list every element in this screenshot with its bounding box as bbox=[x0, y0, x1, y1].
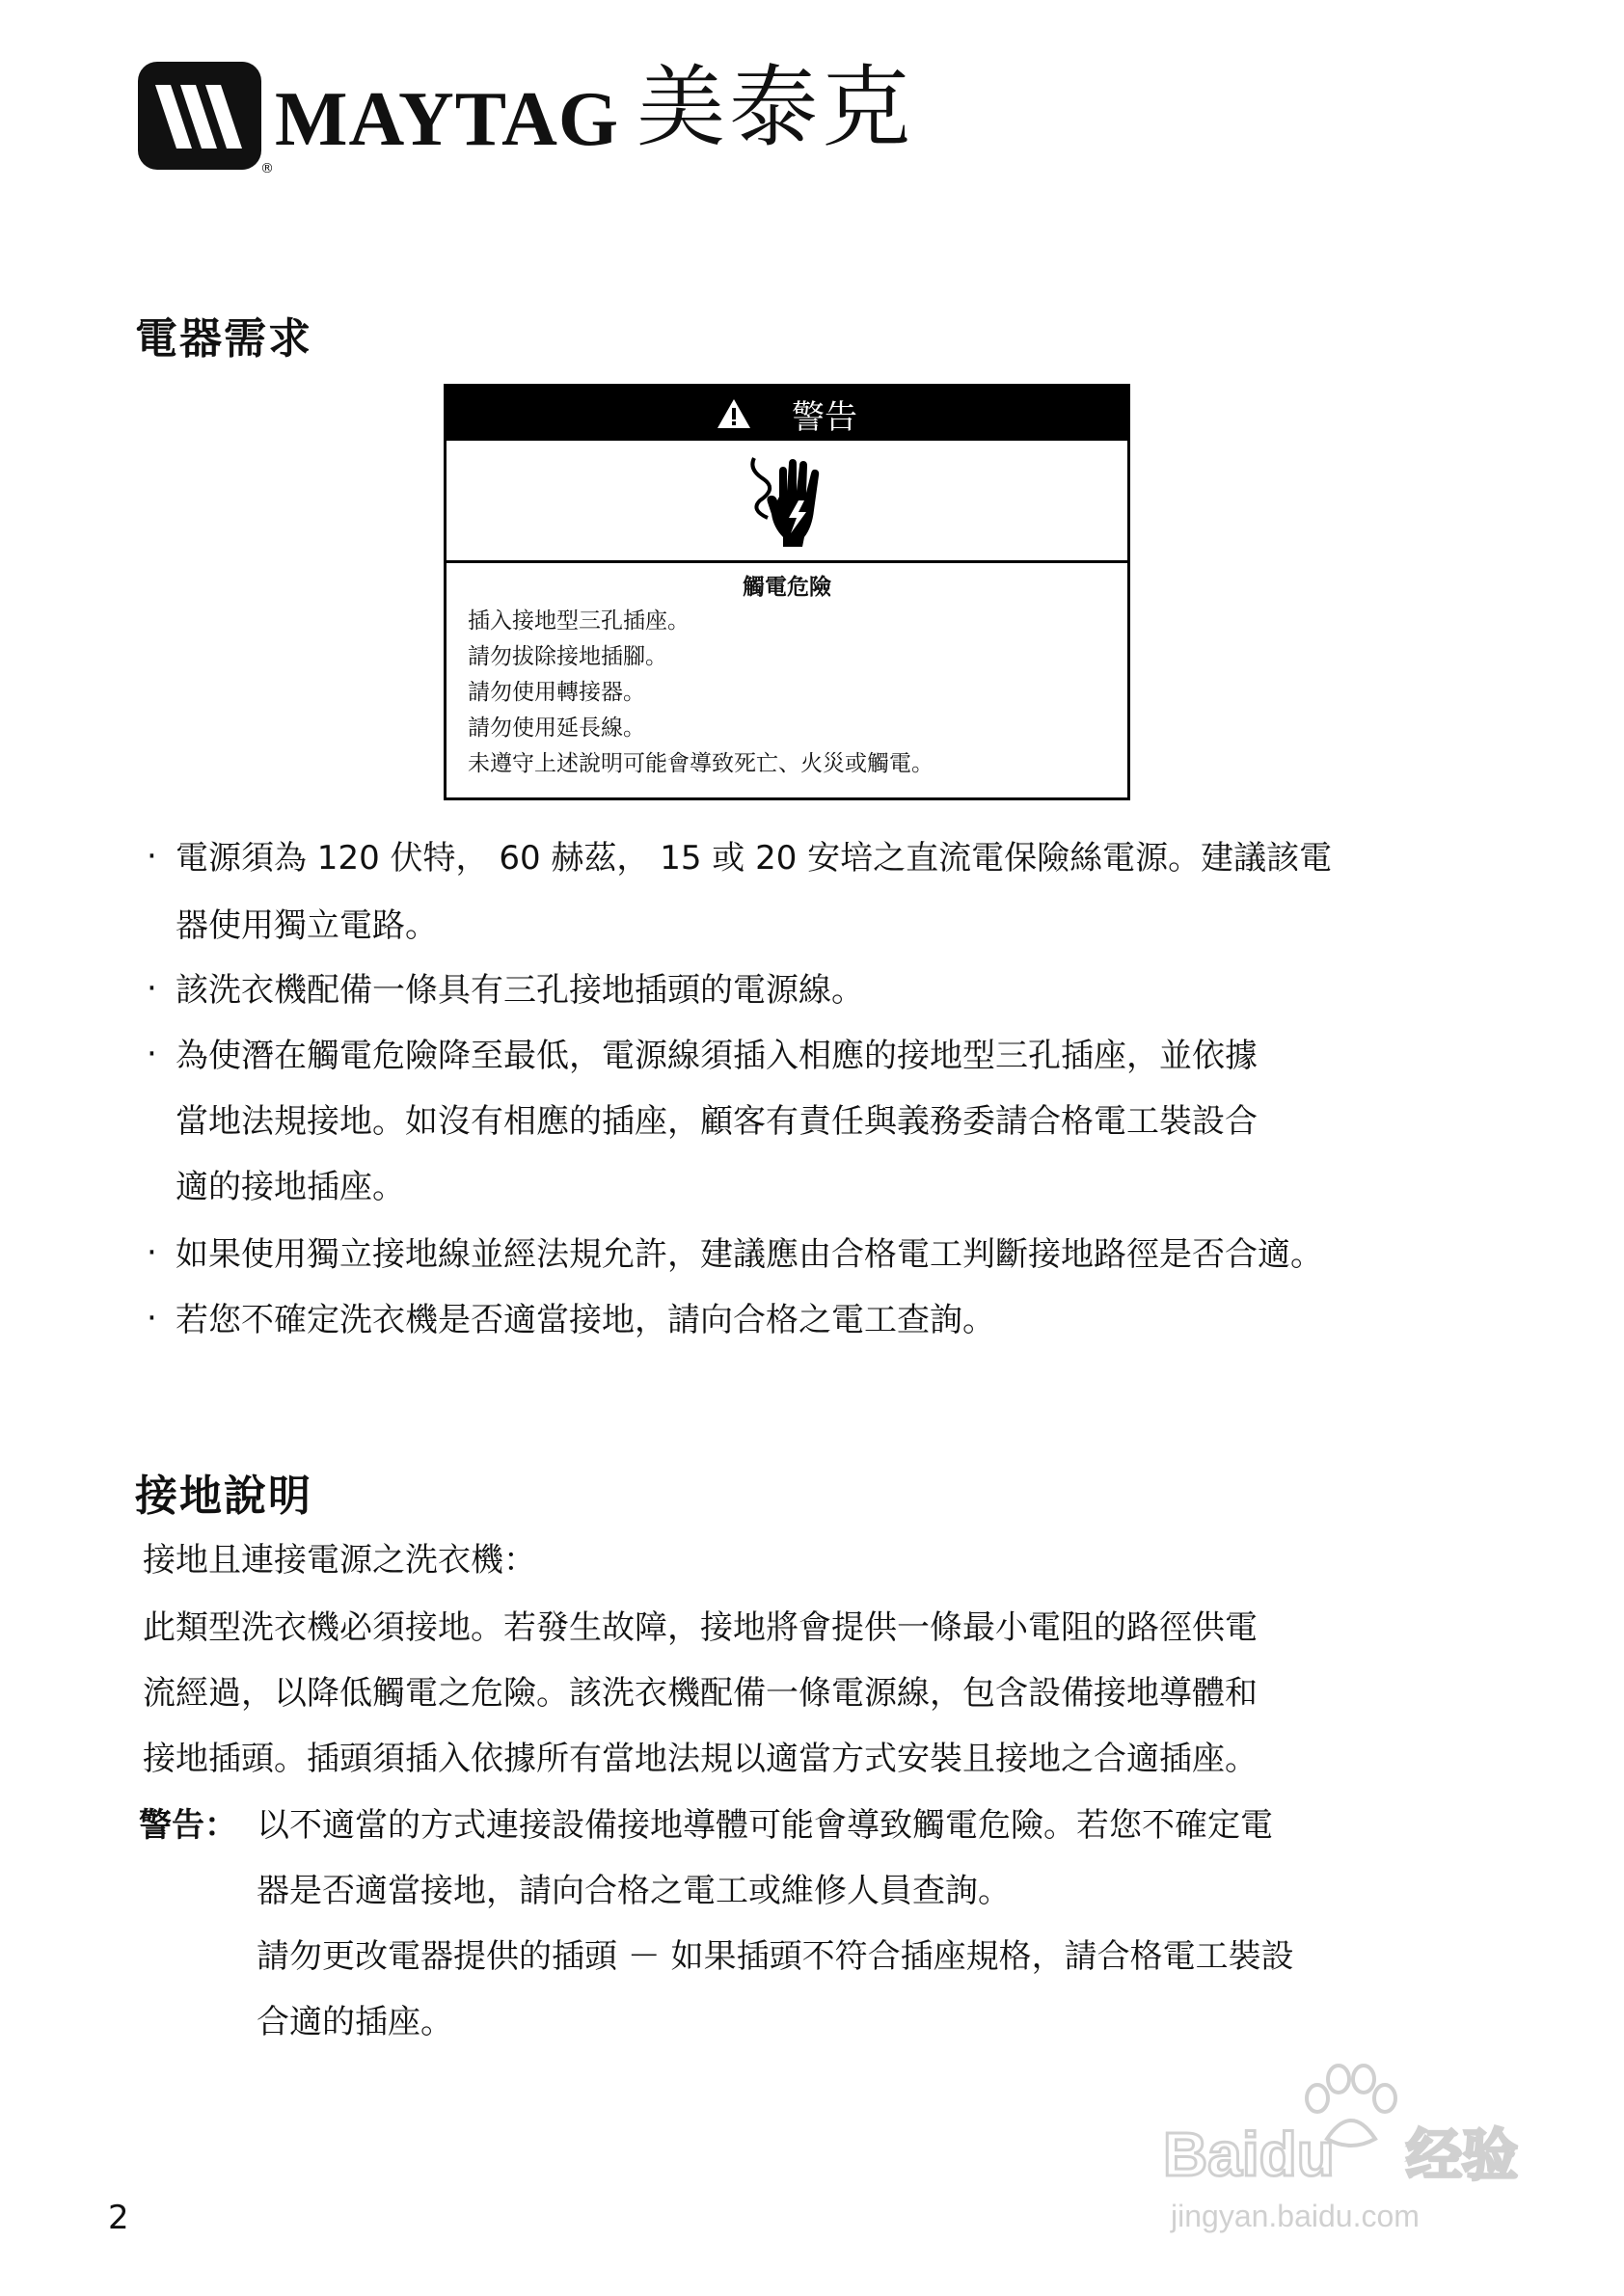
bullet-mark: · bbox=[147, 969, 157, 1008]
warning-header bbox=[447, 387, 1127, 441]
grounding-body-line: 流經過，以降低觸電之危險。該洗衣機配備一條電源線，包含設備接地導體和 bbox=[143, 1674, 1258, 1713]
warning-line: 未遵守上述說明可能會導致死亡、火災或觸電。 bbox=[468, 751, 934, 776]
registered-mark: ® bbox=[260, 161, 274, 176]
warning-text bbox=[447, 563, 1127, 782]
grounding-warning-line: 器是否適當接地，請向合格之電工或維修人員查詢。 bbox=[257, 1872, 1011, 1910]
watermark-url: jingyan.baidu.com bbox=[1171, 2199, 1420, 2233]
electric-shock-hand-icon bbox=[739, 450, 835, 551]
warning-box bbox=[444, 384, 1130, 800]
bullet-mark: · bbox=[147, 1299, 157, 1337]
page-number: 2 bbox=[108, 2199, 129, 2237]
warning-triangle-icon bbox=[717, 398, 751, 429]
grounding-body-line: 此類型洗衣機必須接地。若發生故障，接地將會提供一條最小電阻的路徑供電 bbox=[143, 1608, 1258, 1647]
bullet-mark: · bbox=[147, 1035, 157, 1073]
grounding-warning-line: 合適的插座。 bbox=[257, 2003, 453, 2041]
bullet-line: 若您不確定洗衣機是否適當接地，請向合格之電工查詢。 bbox=[176, 1301, 995, 1339]
grounding-warning-label: 警告： bbox=[139, 1806, 237, 1845]
warning-icon-area bbox=[447, 441, 1127, 563]
watermark-brand: Baidu bbox=[1163, 2120, 1335, 2189]
bullet-line: 如果使用獨立接地線並經法規允許，建議應由合格電工判斷接地路徑是否合適。 bbox=[176, 1235, 1323, 1274]
maytag-logo-mark-icon bbox=[138, 62, 261, 170]
brand-name-chinese: 美泰克 bbox=[636, 56, 915, 159]
brand-name: MAYTAG bbox=[275, 77, 620, 162]
warning-line: 請勿使用轉接器。 bbox=[468, 680, 645, 705]
bullet-line: 電源須為 120 伏特， 60 赫茲， 15 或 20 安培之直流電保險絲電源。建議該電 bbox=[176, 839, 1333, 878]
maytag-logo bbox=[138, 56, 915, 170]
watermark-brand-chinese: 经验 bbox=[1406, 2122, 1519, 2188]
grounding-subtitle: 接地且連接電源之洗衣機： bbox=[143, 1541, 536, 1580]
bullet-line: 為使潛在觸電危險降至最低，電源線須插入相應的接地型三孔插座，並依據 bbox=[176, 1037, 1258, 1075]
warning-line: 請勿拔除接地插腳。 bbox=[468, 644, 667, 669]
warning-header-label: 警告 bbox=[792, 397, 857, 437]
bullet-mark: · bbox=[147, 837, 157, 876]
section-title-grounding-instructions: 接地說明 bbox=[135, 1472, 312, 1521]
bullet-line: 當地法規接地。如沒有相應的插座，顧客有責任與義務委請合格電工裝設合 bbox=[176, 1102, 1258, 1141]
warning-title: 觸電危險 bbox=[743, 575, 831, 600]
warning-line: 插入接地型三孔插座。 bbox=[468, 608, 690, 634]
section-title-electrical-requirements: 電器需求 bbox=[135, 314, 312, 364]
grounding-body-line: 接地插頭。插頭須插入依據所有當地法規以適當方式安裝且接地之合適插座。 bbox=[143, 1740, 1258, 1778]
warning-line: 請勿使用延長線。 bbox=[468, 716, 645, 741]
bullet-line: 適的接地插座。 bbox=[176, 1168, 405, 1206]
grounding-warning-line: 以不適當的方式連接設備接地導體可能會導致觸電危險。若您不確定電 bbox=[257, 1806, 1273, 1845]
baidu-watermark bbox=[1153, 2064, 1558, 2256]
bullet-mark: · bbox=[147, 1233, 157, 1272]
bullet-line: 該洗衣機配備一條具有三孔接地插頭的電源線。 bbox=[176, 971, 864, 1010]
grounding-warning-line: 請勿更改電器提供的插頭 － 如果插頭不符合插座規格，請合格電工裝設 bbox=[257, 1937, 1294, 1976]
bullet-line: 器使用獨立電路。 bbox=[176, 906, 438, 945]
